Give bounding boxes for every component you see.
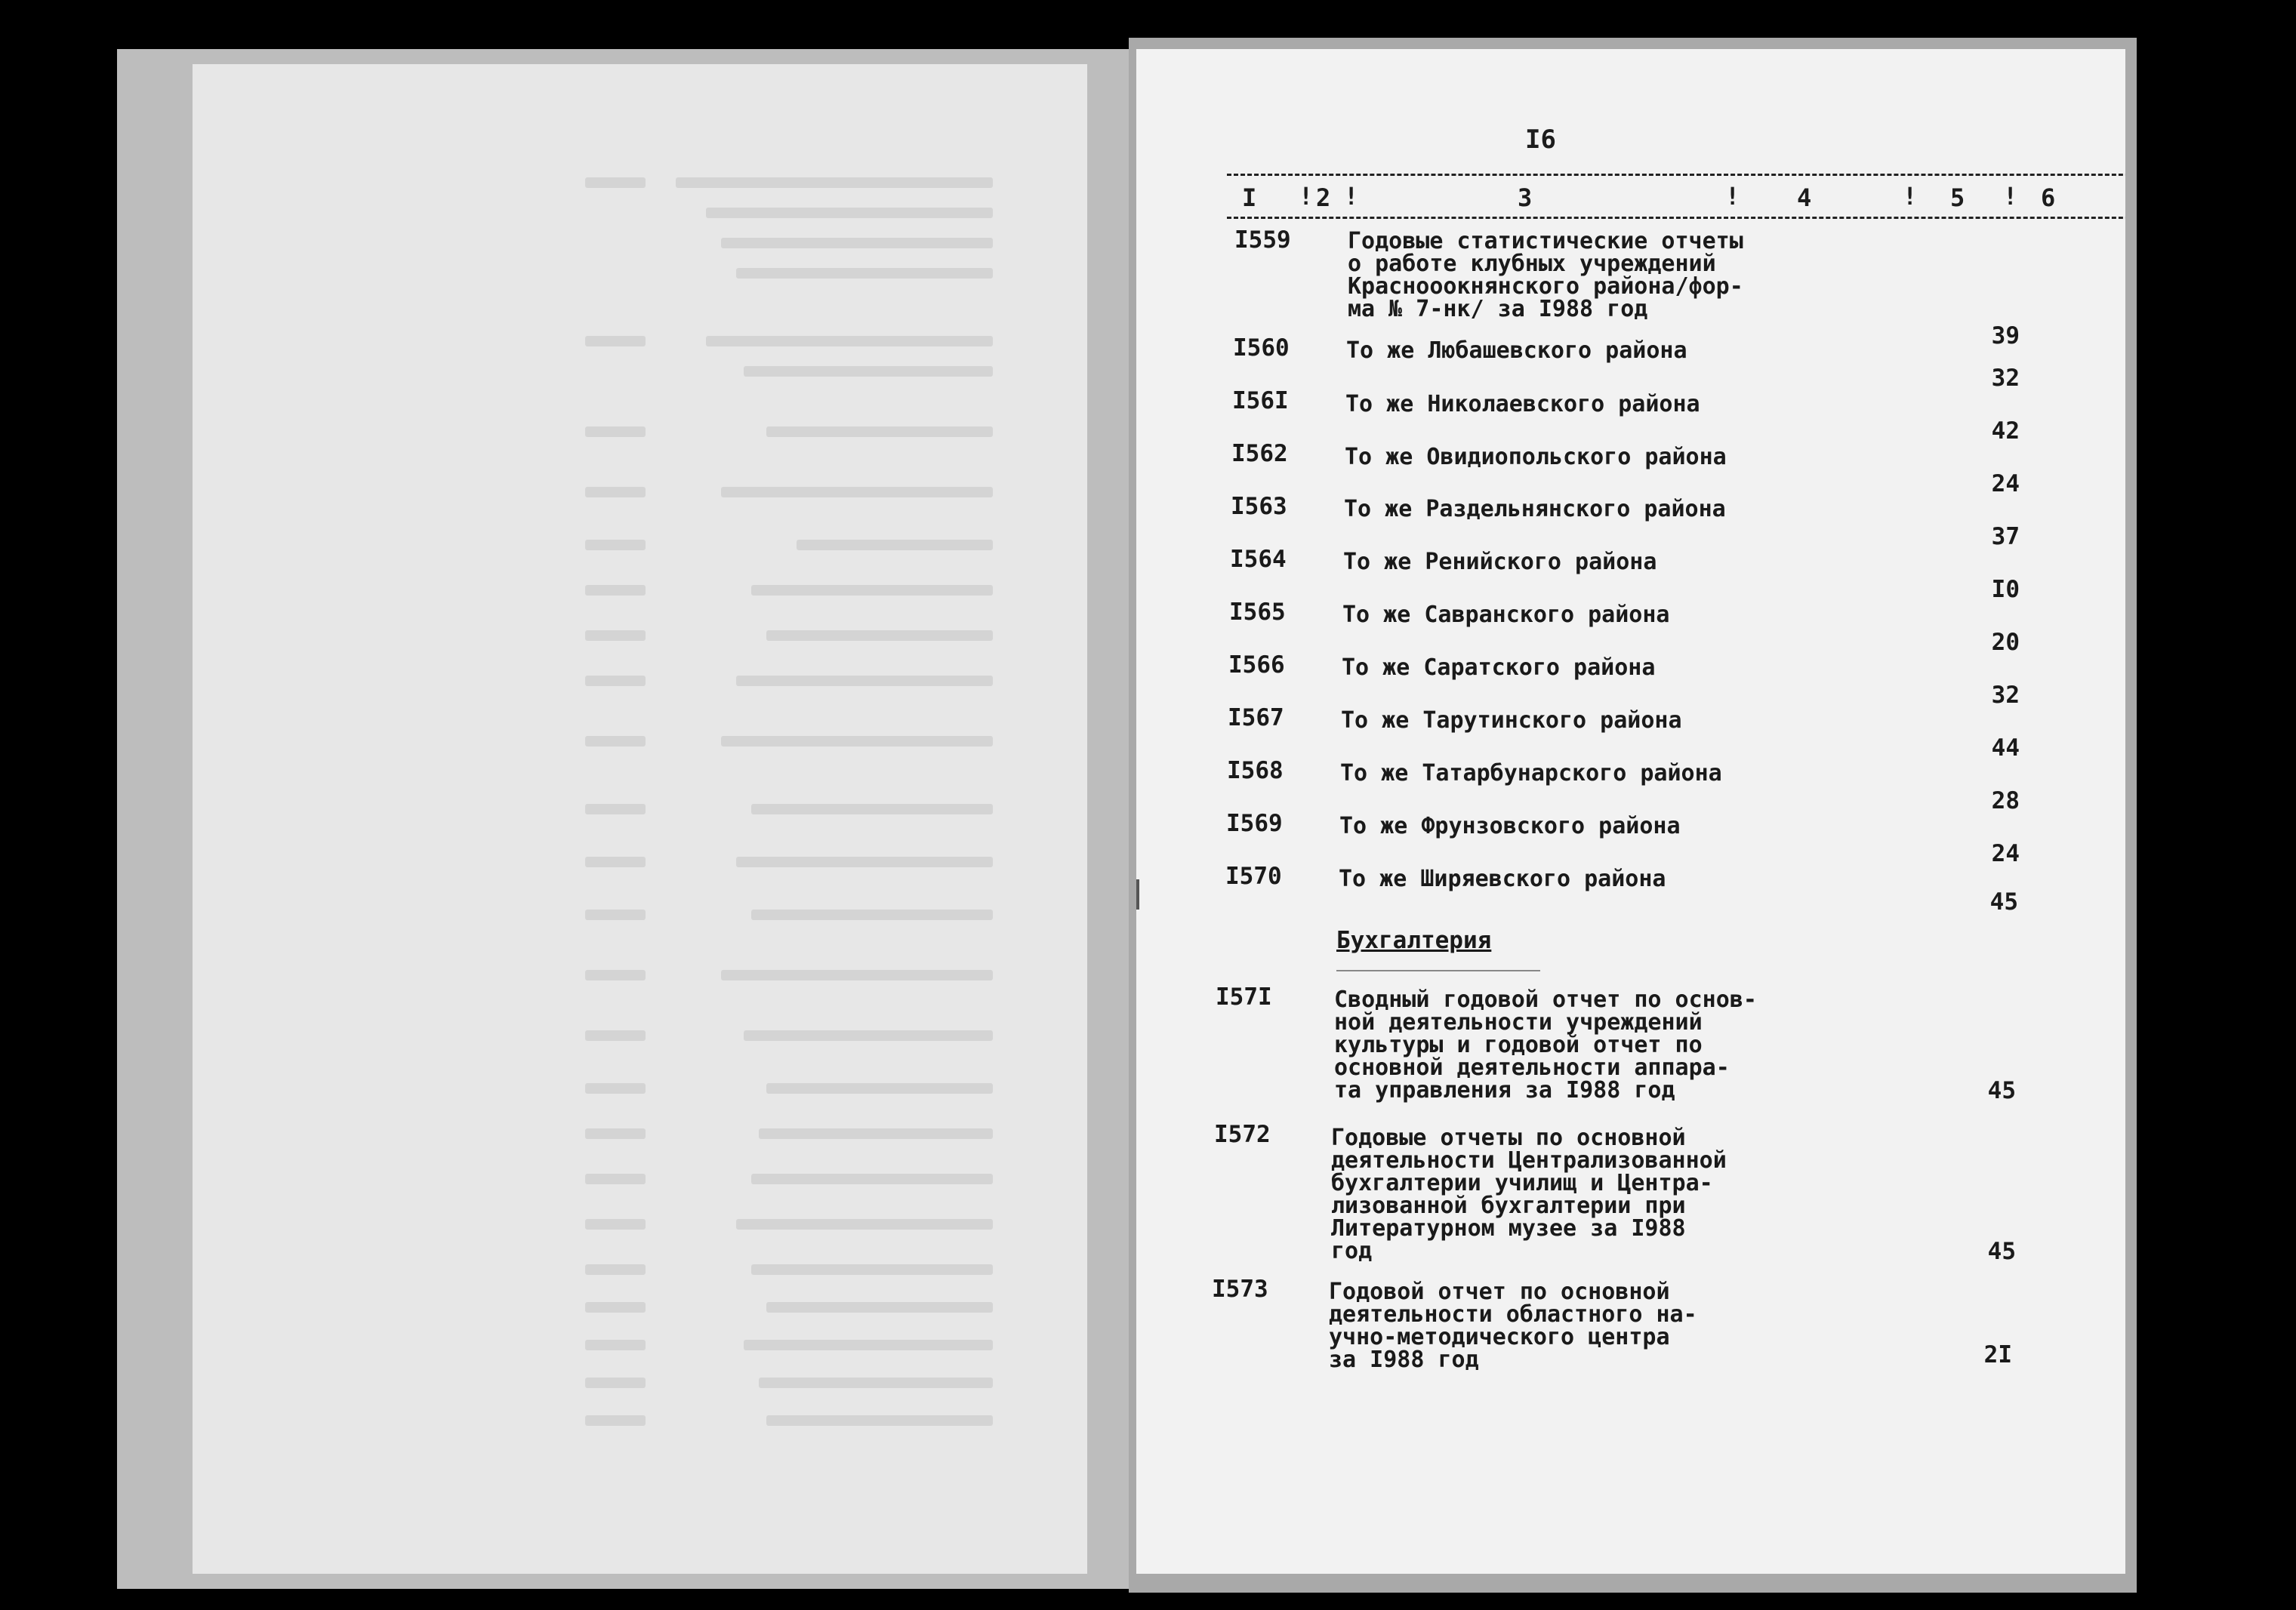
header-col-6: 6: [2041, 183, 2056, 212]
entry-title: То же Ренийского района: [1343, 549, 1657, 575]
entry-number: I565: [1229, 599, 1286, 626]
entry-sheet-count: 32: [1991, 365, 2020, 392]
entry-number: I56I: [1232, 387, 1289, 414]
section-heading: Бухгалтерия: [1336, 927, 1492, 954]
entry-number: I559: [1234, 226, 1291, 254]
page-number: I6: [1525, 125, 1556, 155]
entry-sheet-count: 39: [1991, 322, 2020, 349]
header-col-5: 5: [1950, 183, 1965, 212]
entry-number: I570: [1225, 863, 1282, 890]
header-sep: !: [1725, 182, 1740, 211]
entry-title: То же Саратского района: [1342, 654, 1656, 681]
entry-title: Годовые отчеты по основной деятельности Централизованной бухгалтерии училищ и Центра- лизованной бухгалтерии при Литературном музее за I988 год: [1331, 1125, 1727, 1264]
header-col-2: 2: [1316, 183, 1331, 212]
entry-number: I566: [1228, 651, 1285, 679]
entry-number: I573: [1212, 1276, 1268, 1303]
entry-number: I569: [1226, 810, 1283, 837]
entry-sheet-count: 45: [1987, 1077, 2016, 1104]
entry-title: То же Николаевского района: [1345, 391, 1700, 417]
entry-sheet-count: 44: [1991, 734, 2020, 762]
header-bottom-rule: [1227, 217, 2125, 219]
right-page: [1136, 49, 2125, 1574]
entry-title: Годовые статистические отчеты о работе клубных учреждений Краснооокнянского района/фор- ма № 7-нк/ за I988 год: [1348, 228, 1743, 322]
entry-title: То же Любашевского района: [1346, 337, 1687, 364]
entry-title: То же Овидиопольского района: [1345, 444, 1727, 470]
entry-sheet-count: 20: [1991, 629, 2020, 656]
header-sep: !: [1903, 182, 1918, 211]
entry-number: I563: [1231, 493, 1287, 520]
entry-sheet-count: 32: [1991, 682, 2020, 709]
entry-sheet-count: 45: [1987, 1238, 2016, 1265]
entry-number: I560: [1233, 334, 1290, 362]
entry-number: I562: [1231, 440, 1288, 467]
entry-sheet-count: 42: [1991, 417, 2020, 445]
header-sep: !: [1344, 182, 1359, 211]
header-sep: !: [2003, 182, 2018, 211]
entry-title: То же Татарбунарского района: [1340, 760, 1722, 787]
entry-sheet-count: 24: [1991, 470, 2020, 497]
left-page: [193, 64, 1087, 1574]
entry-number: I568: [1227, 757, 1284, 784]
entry-sheet-count: 45: [1989, 888, 2018, 916]
entry-number: I564: [1230, 546, 1287, 573]
entry-title: То же Ширяевского района: [1339, 866, 1666, 892]
entry-title: Годовой отчет по основной деятельности областного на- учно-методического центра за I988 год: [1329, 1279, 1697, 1373]
entry-title: То же Фрунзовского района: [1339, 813, 1681, 839]
header-col-3: 3: [1518, 183, 1533, 212]
entry-sheet-count: 28: [1991, 787, 2020, 814]
entry-title: Сводный годовой отчет по основ- ной деятельности учреждений культуры и годовой отчет по основной деятельности аппара- та управления за I988 год: [1334, 987, 1757, 1104]
header-col-4: 4: [1797, 183, 1812, 212]
header-col-1: I: [1242, 183, 1257, 212]
entry-sheet-count: 2I: [1983, 1341, 2012, 1368]
entry-title: То же Савранского района: [1342, 602, 1670, 628]
bleed-through-texture: [238, 109, 1038, 1528]
header-sep: !: [1299, 182, 1314, 211]
entry-title: То же Тарутинского района: [1341, 707, 1682, 734]
section-rule: [1336, 970, 1540, 971]
header-top-rule: [1227, 174, 2125, 176]
entry-sheet-count: I0: [1991, 576, 2020, 603]
gutter-mark: [1136, 879, 1139, 910]
entry-sheet-count: 24: [1991, 840, 2020, 867]
entry-title: То же Раздельнянского района: [1344, 496, 1726, 522]
entry-sheet-count: 37: [1991, 523, 2020, 550]
entry-number: I572: [1214, 1121, 1271, 1148]
entry-number: I57I: [1216, 984, 1272, 1011]
entry-number: I567: [1228, 704, 1284, 731]
